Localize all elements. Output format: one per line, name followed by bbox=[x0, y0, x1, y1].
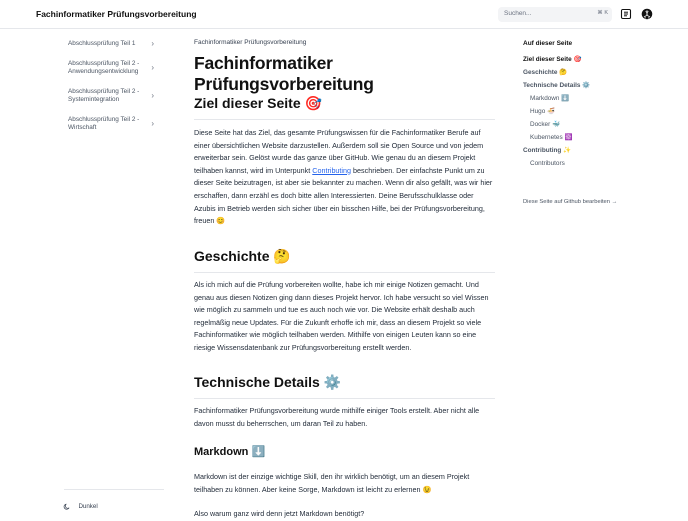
sidebar-item-label: Abschlussprüfung Teil 2 - Anwendungsentwicklung bbox=[68, 60, 140, 75]
sidebar-item-anwendungsentwicklung[interactable] bbox=[60, 58, 164, 78]
section-paragraph-markdown: Markdown ist der einzige wichtige Skill, den ihr wirklich benötigt, um an diesem Projekt teilhaben zu können. Aber keine Sorge, Markdown ist leicht zu erlernen 😉 bbox=[194, 472, 470, 494]
toc-title: Auf dieser Seite bbox=[523, 40, 573, 47]
section-paragraph-ziel bbox=[194, 127, 495, 228]
edit-on-github-link[interactable]: Diese Seite auf Github bearbeiten → bbox=[523, 199, 618, 205]
section-paragraph-markdown-why: Also warum ganz wird denn jetzt Markdown benötigt? bbox=[194, 509, 365, 518]
site-title[interactable]: Fachinformatiker Prüfungsvorbereitung bbox=[36, 9, 197, 19]
toc-item-ziel[interactable]: Ziel dieser Seite 🎯 bbox=[523, 56, 582, 63]
section-paragraph-geschichte: Als ich mich auf die Prüfung vorbereiten wollte, habe ich mir einige Notizen gemacht. Und genau aus diesen Notizen ging dann dieses Projekt hervor. Ich habe versucht so viel Wissen wie möglich zu sammeln und tue es auch noch wie vor. Die Website erhält deshalb auch regelmäßig neue Updates. Für die Zukunft erhoffe ich mir, dass an diesem Projekt so viele Fachinformatiker wie möglich teilhaben werden. Mithilfe von einigen Leuten kann so eine riesige Wissensdatenbank zur Prüfungsvorbereitung erstellt werden. bbox=[194, 280, 489, 352]
sidebar-item-teil-1[interactable] bbox=[60, 38, 164, 50]
section-paragraph-technische-details: Fachinformatiker Prüfungsvorbereitung wurde mithilfe einiger Tools erstellt. Aber nicht alle davon musst du beherrschen, um daran Teil zu haben. bbox=[194, 406, 480, 428]
breadcrumb[interactable]: Fachinformatiker Prüfungsvorbereitung bbox=[194, 39, 307, 46]
search-placeholder: Suchen... bbox=[504, 10, 532, 17]
chevron-right-icon: › bbox=[151, 119, 154, 128]
chevron-right-icon: › bbox=[151, 39, 154, 48]
github-icon[interactable] bbox=[641, 8, 653, 20]
toc-item-docker[interactable]: Docker 🐳 bbox=[530, 121, 560, 128]
sidebar bbox=[60, 38, 164, 142]
sidebar-item-wirtschaft[interactable] bbox=[60, 114, 164, 134]
moon-icon bbox=[64, 503, 71, 510]
section-heading-markdown: Markdown ⬇️ bbox=[194, 446, 266, 458]
search-input[interactable] bbox=[498, 7, 612, 22]
main-content bbox=[194, 39, 495, 518]
toc-item-contributors[interactable]: Contributors bbox=[530, 160, 565, 167]
sidebar-item-label: Abschlussprüfung Teil 2 - Systemintegration bbox=[68, 88, 140, 103]
toc-item-kubernetes[interactable]: Kubernetes ☸️ bbox=[530, 134, 573, 141]
sidebar-item-label: Abschlussprüfung Teil 2 - Wirtschaft bbox=[68, 116, 140, 131]
section-heading-geschichte: Geschichte 🤔 bbox=[194, 248, 495, 273]
toc-item-geschichte[interactable]: Geschichte 🤔 bbox=[523, 69, 568, 76]
section-heading-ziel: Ziel dieser Seite 🎯 bbox=[194, 95, 495, 120]
sidebar-item-label: Abschlussprüfung Teil 1 bbox=[68, 40, 136, 47]
toc-item-technische-details[interactable]: Technische Details ⚙️ bbox=[523, 82, 591, 89]
toc-item-contributing[interactable]: Contributing ✨ bbox=[523, 147, 572, 154]
search-shortcut: ⌘ K bbox=[597, 10, 608, 16]
toc-item-markdown[interactable]: Markdown ⬇️ bbox=[530, 95, 570, 102]
paragraph-text: beschrieben. Der einfachste Punkt um zu dieser Seite beizutragen, ist aber sie bekannter zu machen. Wenn dir also gefällt, was wir hier erschaffen, dann erzähl es doch bitte allen Interessierten. Deine Berufsschulklasse oder Azubis im Betrieb werden sich sicher über ein bisschen Hilfe, bei der Prüfungsvorbereitung, freuen 😊 bbox=[194, 165, 493, 226]
paragraph-text: Diese Seite hat das Ziel, das gesamte Prüfungswissen für die Fachinformatiker Berufe auf einer übersichtlichen Website darzustellen. Außerdem soll sie Open Source und von jedem erweiterbar sein. Gelöst wurde das ganze über GitHub. Wie genau du an diesem Projekt teilhaben kannst, wird im Unterpunkt bbox=[194, 128, 484, 175]
page-title: Fachinformatiker Prüfungsvorbereitung bbox=[194, 53, 374, 94]
sidebar-item-systemintegration[interactable] bbox=[60, 86, 164, 106]
book-icon[interactable] bbox=[620, 8, 632, 20]
top-header bbox=[0, 0, 688, 29]
table-of-contents bbox=[523, 40, 673, 173]
chevron-right-icon: › bbox=[151, 91, 154, 100]
section-heading-technische-details: Technische Details ⚙️ bbox=[194, 374, 495, 399]
toc-item-hugo[interactable]: Hugo 🍜 bbox=[530, 108, 556, 115]
theme-label: Dunkel bbox=[78, 503, 98, 511]
chevron-right-icon: › bbox=[151, 63, 154, 72]
theme-toggle[interactable] bbox=[64, 489, 164, 516]
contributing-link[interactable]: Contributing bbox=[312, 165, 352, 175]
